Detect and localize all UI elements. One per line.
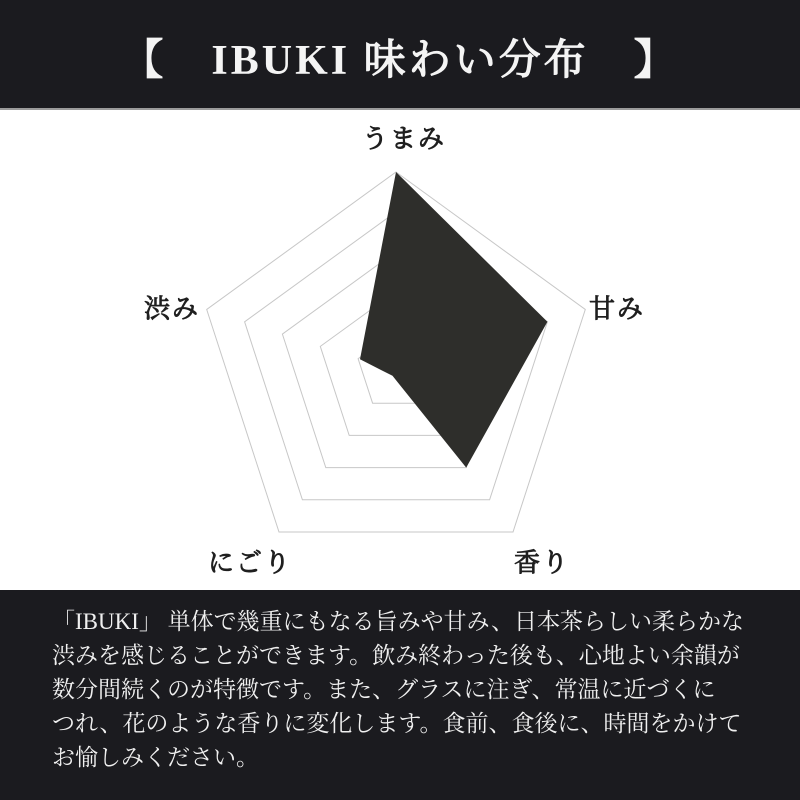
- footer-text-line: つれ、花のような香りに変化します。食前、食後に、時間をかけて: [52, 711, 742, 736]
- axis-label-umami: うまみ: [361, 124, 447, 154]
- footer-text-line: 渋みを感じることができます。飲み終わった後も、心地よい余韻が: [52, 643, 740, 668]
- header-banner: [0, 0, 800, 110]
- axis-label-shibumi: 渋み: [143, 294, 201, 324]
- footer-text-line: お愉しみください。: [52, 745, 259, 770]
- radar-chart: [0, 110, 800, 590]
- radar-chart-canvas: [0, 110, 800, 590]
- axis-label-amami: 甘み: [588, 294, 646, 324]
- footer-banner: [0, 590, 800, 800]
- axis-label-nigori: にごり: [207, 548, 293, 578]
- axis-label-kaori: 香り: [513, 548, 571, 578]
- radar-data-polygon: [360, 172, 547, 468]
- footer-text-line: 「IBUKI」 単体で幾重にもなる旨みや甘み、日本茶らしい柔らかな: [52, 609, 745, 634]
- page-title: 【 IBUKI 味わい分布 】: [121, 38, 679, 84]
- footer-text-line: 数分間続くのが特徴です。また、グラスに注ぎ、常温に近づくに: [52, 677, 716, 702]
